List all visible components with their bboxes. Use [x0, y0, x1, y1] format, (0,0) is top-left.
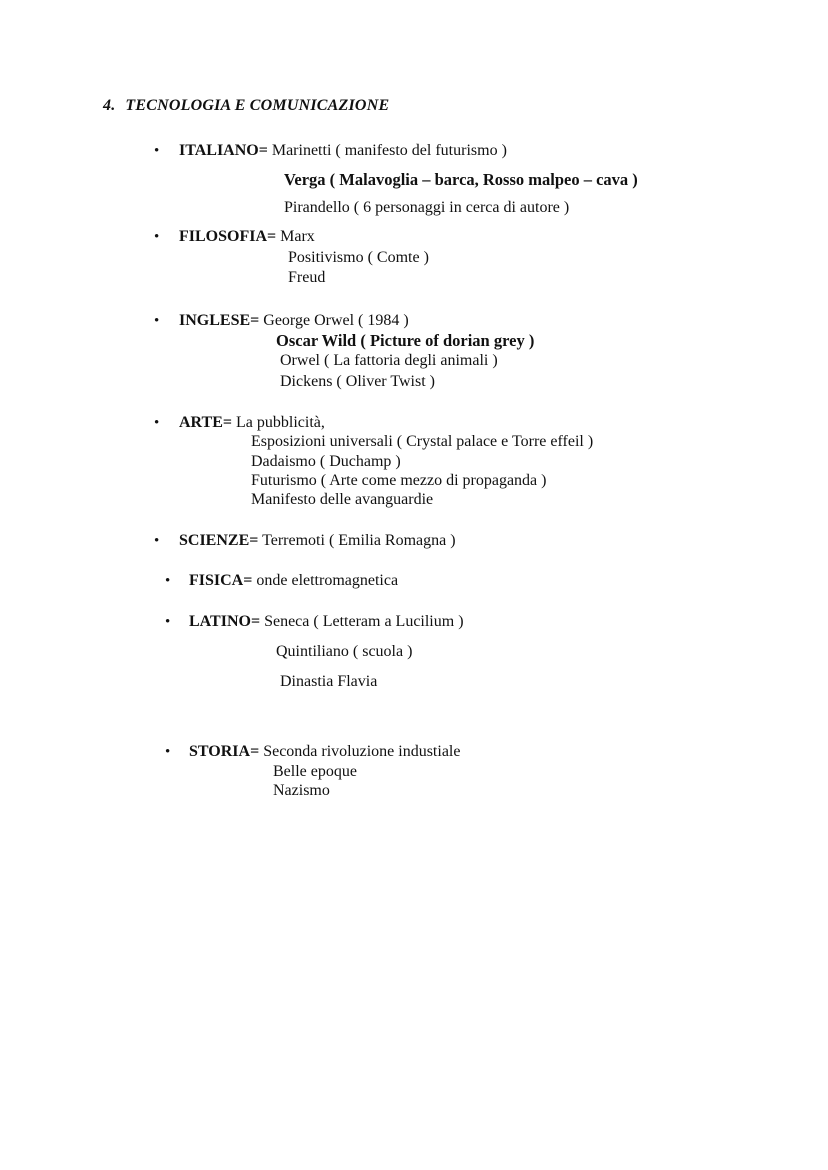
fisica-item-1: onde elettromagnetica: [256, 572, 399, 589]
inglese-item-1: George Orwel ( 1984 ): [263, 312, 409, 329]
filosofia-item-1: Marx: [280, 228, 315, 245]
arte-line-1: [179, 413, 325, 433]
filosofia-item-3: Freud: [288, 269, 326, 286]
bullet-icon: [165, 612, 170, 632]
filosofia-label: FILOSOFIA=: [179, 228, 277, 245]
inglese-item-4: Dickens ( Oliver Twist ): [280, 373, 435, 390]
arte-item-1: La pubblicità,: [236, 414, 325, 431]
inglese-line-1: [179, 311, 409, 331]
fisica-label: FISICA=: [189, 572, 253, 589]
arte-label: ARTE=: [179, 414, 233, 431]
arte-item-2: Esposizioni universali ( Crystal palace e Torre effeil ): [251, 433, 594, 450]
latino-item-1: Seneca ( Letteram a Lucilium ): [264, 613, 464, 630]
storia-line-1: [189, 742, 460, 762]
italiano-item-1: Marinetti ( manifesto del futurismo ): [271, 142, 507, 159]
arte-item-3: Dadaismo ( Duchamp ): [251, 453, 401, 470]
italiano-item-3: Pirandello ( 6 personaggi in cerca di autore ): [284, 199, 570, 216]
filosofia-item-2: Positivismo ( Comte ): [288, 249, 429, 266]
latino-item-2: Quintiliano ( scuola ): [276, 643, 413, 660]
bullet-icon: [154, 141, 159, 161]
bullet-icon: [154, 413, 159, 433]
storia-item-3: Nazismo: [273, 782, 330, 799]
scienze-item-1: Terremoti ( Emilia Romagna ): [262, 532, 456, 549]
bullet-icon: [154, 311, 159, 331]
italiano-label: ITALIANO=: [179, 142, 268, 159]
latino-label: LATINO=: [189, 613, 261, 630]
storia-label: STORIA=: [189, 743, 260, 760]
inglese-label: INGLESE=: [179, 312, 260, 329]
bullet-icon: [165, 742, 170, 762]
arte-item-5: Manifesto delle avanguardie: [251, 491, 434, 508]
filosofia-line-1: [179, 227, 315, 247]
scienze-line-1: [179, 531, 456, 551]
storia-item-1: Seconda rivoluzione industiale: [263, 743, 461, 760]
inglese-item-3: Orwel ( La fattoria degli animali ): [280, 352, 498, 369]
storia-item-2: Belle epoque: [273, 763, 357, 780]
fisica-line-1: [189, 571, 398, 591]
bullet-icon: [154, 531, 159, 551]
inglese-item-2: Oscar Wild ( Picture of dorian grey ): [276, 331, 535, 350]
latino-line-1: [189, 612, 464, 632]
heading-title: TECNOLOGIA E COMUNICAZIONE: [125, 97, 390, 114]
latino-item-3: Dinastia Flavia: [280, 673, 378, 690]
italiano-line-1: [179, 141, 507, 161]
bullet-icon: [165, 571, 170, 591]
section-heading: [103, 97, 389, 115]
arte-item-4: Futurismo ( Arte come mezzo di propaganda ): [251, 472, 547, 489]
heading-number: 4.: [103, 97, 116, 114]
scienze-label: SCIENZE=: [179, 532, 259, 549]
bullet-icon: [154, 227, 159, 247]
italiano-item-2: Verga ( Malavoglia – barca, Rosso malpeo – cava ): [284, 170, 638, 189]
